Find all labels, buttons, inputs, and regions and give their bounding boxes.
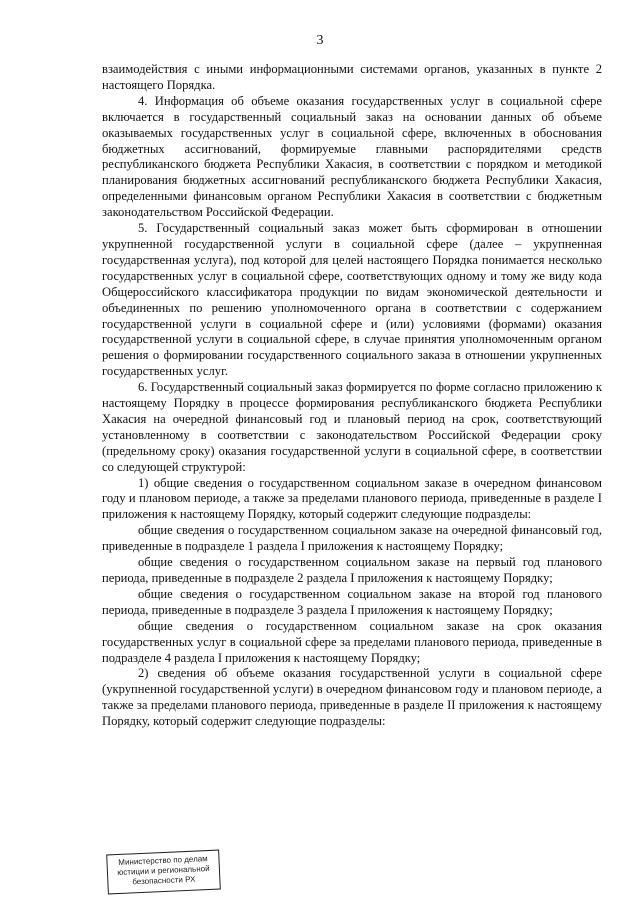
paragraph-subsection-2: общие сведения о государственном социальном заказе на первый год планового периода, приведенные в подразделе 2 раздела I приложения к настоящему Порядку; bbox=[102, 555, 602, 585]
paragraph-subsection-1: общие сведения о государственном социальном заказе на очередной финансовый год, приведенные в подразделе 1 раздела I приложения к настоящему Порядку; bbox=[102, 523, 602, 554]
page-number: 3 bbox=[316, 33, 324, 48]
document-body bbox=[102, 62, 602, 730]
paragraph-subsection-4: общие сведения о государственном социальном заказе на срок оказания государственных услуг в социальной сфере за пределами планового периода, приведенные в подразделе 4 раздела I приложения к настоящему Порядку; bbox=[102, 618, 602, 665]
paragraph-clause-5: 5. Государственный социальный заказ может быть сформирован в отношении укрупненной государственной услуги в социальной сфере (далее – укрупненная государственная услуга), под которой для целей настоящего Порядка понимается несколько государственных услуг в социальной сфере, соответствующих одному и тому же виду кода Общероссийского классификатора продукции по видам экономической деятельности и объединенных по решению уполномоченного органа в соответствии с содержанием государственной услуги в социальной сфере и (или) условиями (формами) оказания государственной услуги в социальной сфере, в случае принятия уполномоченным органом решения о формировании государственного социального заказа в отношении укрупненных государственных услуг. bbox=[102, 221, 602, 379]
paragraph-subclause-2: 2) сведения об объеме оказания государственной услуги в социальной сфере (укрупненной государственной услуги) в очередном финансовом году и плановом периоде, а также за пределами планового периода, приведенные в разделе II приложения к настоящему Порядку, который содержит следующие подразделы: bbox=[102, 666, 602, 729]
ministry-stamp bbox=[106, 850, 221, 895]
paragraph-subclause-1: 1) общие сведения о государственном социальном заказе в очередном финансовом году и плановом периоде, а также за пределами планового периода, приведенные в разделе I приложения к настоящему Порядку, который содержит следующие подразделы: bbox=[102, 475, 602, 522]
stamp-line: безопасности РХ bbox=[132, 874, 196, 887]
paragraph-subsection-3: общие сведения о государственном социальном заказе на второй год планового периода, приведенные в подразделе 3 раздела I приложения к настоящему Порядку; bbox=[102, 586, 602, 617]
stamp-line: юстиции и региональной bbox=[117, 863, 210, 878]
paragraph-clause-4: 4. Информация об объеме оказания государственных услуг в социальной сфере включается в государственный социальный заказ на основании данных об объеме оказываемых государственных услуг в социальной сфере, включенных в обоснования бюджетных ассигнований, формируемые главными распорядителями средств республиканского бюджета Республики Хакасия, в соответствии с порядком и методикой планирования бюджетных ассигнований республиканского бюджета Республики Хакасия, определенными финансовым органом Республики Хакасия в соответствии с бюджетным законодательством Российской Федерации. bbox=[102, 93, 602, 220]
paragraph-clause-6: 6. Государственный социальный заказ формируется по форме согласно приложению к настоящему Порядку в процессе формирования республиканского бюджета Республики Хакасия на очередной финансовый год и плановый период на срок, соответствующий установленному в соответствии с законодательством Российской Федерации сроку (предельному сроку) оказания государственной услуги в социальной сфере, в соответствии со следующей структурой: bbox=[102, 380, 602, 474]
stamp-line: Министерство по делам bbox=[118, 854, 208, 867]
paragraph: взаимодействия с иными информационными системами органов, указанных в пункте 2 настоящего Порядка. bbox=[102, 62, 602, 92]
